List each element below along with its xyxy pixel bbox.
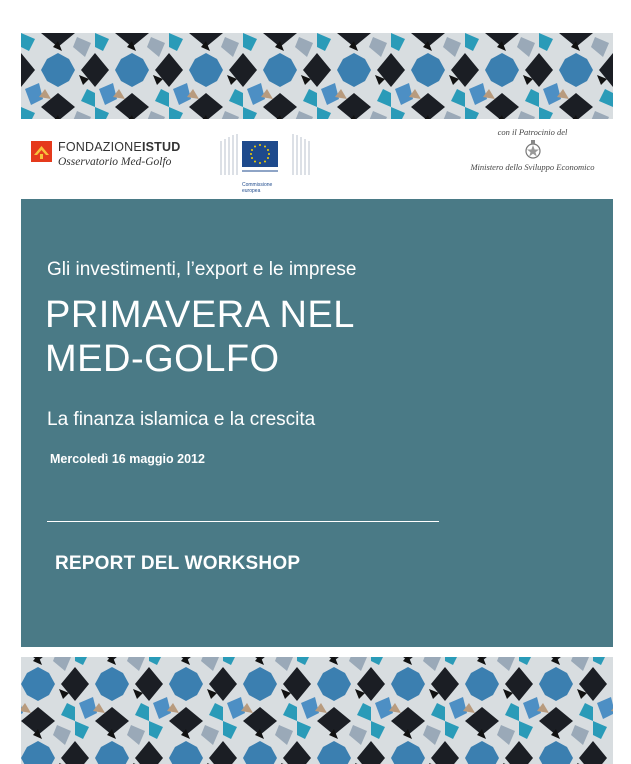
emblem-icon xyxy=(524,140,542,160)
ministry-patronage-text: con il Patrocinio del xyxy=(497,127,568,137)
mosaic-pattern-icon xyxy=(21,657,613,764)
cover-title: PRIMAVERA NEL MED-GOLFO xyxy=(45,294,355,380)
ministry-logo xyxy=(470,127,595,187)
house-icon xyxy=(31,141,52,162)
mosaic-pattern-icon xyxy=(21,33,613,119)
report-label: REPORT DEL WORKSHOP xyxy=(55,553,301,574)
ministry-name: Ministero dello Sviluppo Economico xyxy=(470,162,595,172)
istud-subtitle: Osservatorio Med-Golfo xyxy=(58,156,172,168)
cover-tagline: La finanza islamica e la crescita xyxy=(47,409,316,430)
eu-caption: Commissione europea xyxy=(242,182,273,194)
istud-name: FONDAZIONEISTUD xyxy=(58,140,181,154)
cover-subtitle: Gli investimenti, l’export e le imprese xyxy=(47,259,357,280)
eu-flag-icon xyxy=(219,131,311,181)
eu-commission-logo xyxy=(219,131,311,194)
top-mosaic-banner xyxy=(21,33,613,119)
event-date: Mercoledì 16 maggio 2012 xyxy=(50,452,205,466)
divider-line xyxy=(47,521,439,522)
cover-panel xyxy=(21,199,613,647)
logos-row xyxy=(0,119,631,199)
bottom-mosaic-banner xyxy=(21,657,613,764)
